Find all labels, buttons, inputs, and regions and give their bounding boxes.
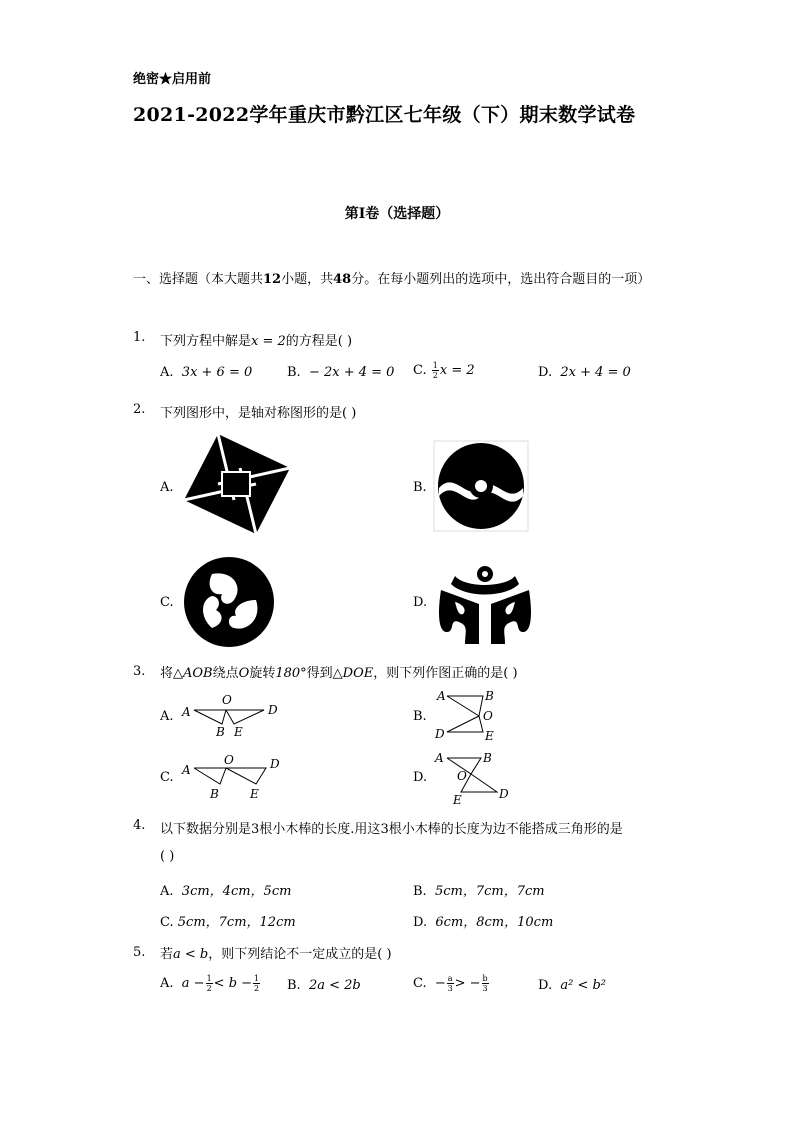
q3-stem-m3: 180°: [275, 666, 307, 681]
q5-stem: [160, 943, 392, 962]
fraction: [482, 974, 489, 993]
q3-figure-c: [180, 752, 290, 802]
q3-stem-m4: △DOE: [332, 666, 374, 681]
q4-option-b[interactable]: [413, 880, 545, 899]
fraction: [253, 974, 260, 993]
q5-option-a[interactable]: [160, 974, 261, 993]
q1-option-c[interactable]: [413, 361, 475, 380]
section-text-a: 一、选择题（本大题共: [133, 272, 264, 287]
fraction-den: 3: [482, 984, 488, 993]
q3-figure-d: [433, 748, 523, 806]
point-label: E: [250, 787, 259, 801]
fraction-num: 1: [206, 974, 212, 983]
point-label: A: [437, 689, 446, 703]
q3-stem-m1: △AOB: [173, 666, 213, 681]
option-label: A.: [160, 365, 174, 380]
point-label: D: [499, 787, 509, 801]
option-label: B.: [287, 978, 301, 993]
point-label: D: [435, 727, 445, 741]
q2-option-a[interactable]: A.: [160, 480, 174, 495]
fraction-num: a: [447, 974, 453, 983]
q1-number: 1.: [133, 330, 146, 345]
tomoe-circle-figure: [182, 556, 276, 648]
q1-option-d[interactable]: [538, 365, 631, 380]
q1-stem-a: 下列方程中解是: [160, 334, 252, 349]
q3-option-d[interactable]: D.: [413, 770, 428, 785]
fraction: [432, 361, 439, 380]
wave-circle-figure: [433, 440, 529, 532]
q3-figure-a: [180, 690, 290, 740]
option-label: D.: [538, 365, 553, 380]
q5-stem-a: 若: [160, 947, 174, 962]
option-label: A.: [160, 884, 174, 899]
q5-option-d[interactable]: [538, 978, 606, 993]
fraction-den: 3: [447, 984, 453, 993]
point-label: A: [182, 763, 191, 777]
q3-stem-m2: O: [238, 666, 250, 681]
q3-option-b[interactable]: B.: [413, 709, 427, 724]
option-math: < b −: [213, 976, 253, 991]
option-math: a² < b²: [560, 978, 607, 993]
option-label: D.: [538, 978, 553, 993]
total-score: 48: [333, 272, 352, 287]
q1-option-b[interactable]: [287, 365, 394, 380]
option-label: C.: [160, 915, 174, 930]
q3-stem-c: 旋转: [249, 666, 276, 681]
q3-stem-e: ，则下列作图正确的是( ): [373, 666, 518, 681]
q3-number: 3.: [133, 664, 146, 679]
point-label: O: [483, 709, 493, 723]
q4-stem: [160, 818, 623, 837]
option-math: 5cm，7cm，7cm: [434, 884, 545, 899]
point-label: A: [435, 751, 444, 765]
q2-option-d[interactable]: D.: [413, 595, 428, 610]
q4-option-a[interactable]: [160, 880, 291, 899]
q3-stem-a: 将: [160, 666, 174, 681]
option-math: 5cm，7cm，12cm: [177, 915, 296, 930]
point-label: O: [224, 753, 234, 767]
point-label: B: [483, 751, 492, 765]
volume-heading: 第I卷（选择题）: [344, 206, 450, 222]
option-math: a −: [181, 976, 205, 991]
option-math: > −: [454, 976, 481, 991]
point-label: B: [485, 689, 494, 703]
option-math: 2x + 4 = 0: [560, 365, 631, 380]
q5-option-b[interactable]: [287, 978, 361, 993]
option-label: C.: [413, 976, 427, 991]
fraction-den: 2: [206, 984, 212, 993]
q1-stem-b: 的方程是( ): [285, 334, 353, 349]
q3-option-c[interactable]: C.: [160, 770, 174, 785]
point-label: O: [222, 693, 232, 707]
q2-option-c[interactable]: C.: [160, 595, 174, 610]
point-label: E: [234, 725, 243, 739]
q4-stem-c: 根小木棒的长度为边不能搭成三角形的是: [388, 822, 623, 837]
option-label: D.: [413, 915, 428, 930]
fraction-num: 1: [254, 974, 260, 983]
q4-stem-m2: 3: [380, 822, 389, 837]
option-math: −: [434, 976, 446, 991]
q4-option-d[interactable]: [413, 911, 553, 930]
q3-stem-b: 绕点: [212, 666, 239, 681]
q4-option-c[interactable]: [160, 911, 296, 930]
point-label: D: [268, 703, 278, 717]
q4-number: 4.: [133, 818, 146, 833]
option-math: x = 2: [439, 363, 475, 378]
ornament-emblem-figure: [435, 560, 535, 646]
q3-option-a[interactable]: A.: [160, 709, 174, 724]
fraction: [447, 974, 454, 993]
exam-title: 2021-2022学年重庆市黔江区七年级（下）期末数学试卷: [133, 104, 636, 126]
option-math: 3x + 6 = 0: [181, 365, 253, 380]
option-label: C.: [413, 363, 427, 378]
option-label: B.: [413, 884, 427, 899]
q3-stem-d: 得到: [306, 666, 333, 681]
pinwheel-square-figure: [182, 432, 294, 536]
q2-number: 2.: [133, 402, 146, 417]
section-text-c: 分。在每小题列出的选项中，选出符合题目的一项）: [351, 272, 651, 287]
fraction: [206, 974, 213, 993]
section-instructions: [133, 264, 673, 295]
option-math: − 2x + 4 = 0: [308, 365, 395, 380]
point-label: B: [210, 787, 219, 801]
section-text-b: 小题，共: [281, 272, 334, 287]
option-math: 2a < 2b: [308, 978, 361, 993]
q3-stem: [160, 662, 518, 681]
q5-stem-b: ，则下列结论不一定成立的是( ): [208, 947, 392, 962]
point-label: O: [457, 769, 467, 783]
q5-number: 5.: [133, 945, 146, 960]
q4-stem-paren: ( ): [160, 849, 175, 864]
q2-option-b[interactable]: B.: [413, 480, 427, 495]
option-math: 3cm，4cm，5cm: [181, 884, 292, 899]
question-count: 12: [263, 272, 282, 287]
q4-stem-a: 以下数据分别是: [160, 822, 252, 837]
fraction-num: b: [482, 974, 488, 983]
q1-stem: [160, 330, 352, 349]
point-label: B: [216, 725, 225, 739]
option-math: 6cm，8cm，10cm: [435, 915, 554, 930]
fraction-num: 1: [432, 361, 438, 370]
q5-stem-math: a < b: [173, 947, 209, 962]
confidential-mark: 绝密★启用前: [133, 72, 212, 87]
fraction-den: 2: [432, 371, 438, 380]
q4-stem-b: 根小木棒的长度.用这: [259, 822, 381, 837]
q3-figure-b: [433, 686, 513, 744]
point-label: D: [270, 757, 280, 771]
point-label: E: [453, 793, 462, 806]
fraction-den: 2: [254, 984, 260, 993]
q1-option-a[interactable]: [160, 365, 252, 380]
q5-option-c[interactable]: [413, 974, 490, 993]
point-label: A: [182, 705, 191, 719]
q2-stem: 下列图形中，是轴对称图形的是( ): [160, 406, 357, 421]
point-label: E: [485, 729, 494, 743]
q4-stem-m1: 3: [251, 822, 260, 837]
option-label: B.: [287, 365, 301, 380]
q1-stem-math: x = 2: [251, 334, 286, 349]
option-label: A.: [160, 976, 174, 991]
